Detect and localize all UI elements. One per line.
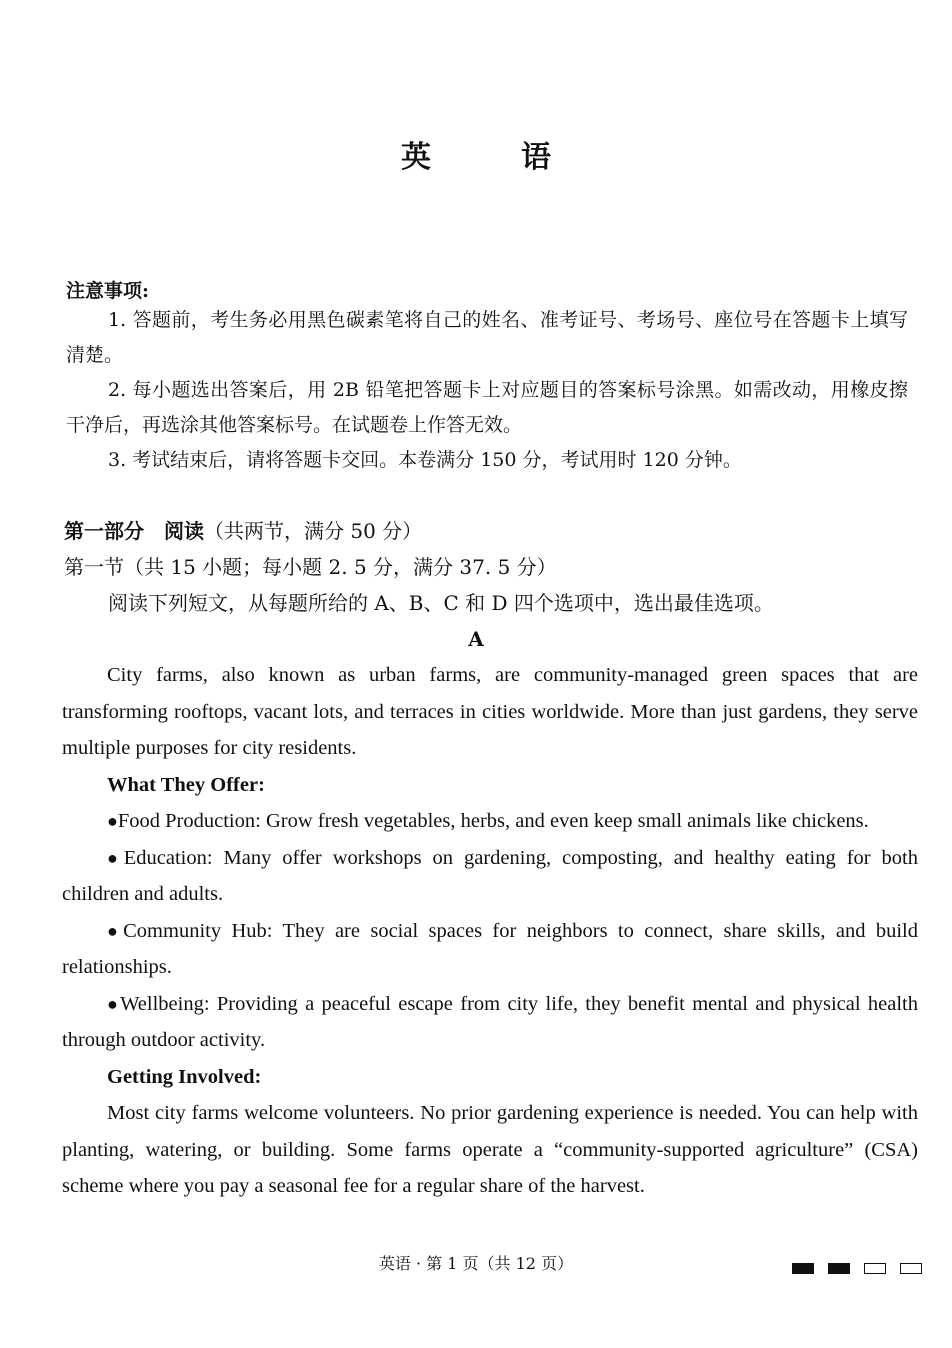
notice-list <box>66 303 908 478</box>
page-title: 英 语 <box>401 140 581 175</box>
offer-text: : Grow fresh vegetables, herbs, and even keep small animals like chickens. <box>255 810 869 832</box>
empty-mark-icon <box>900 1263 922 1274</box>
notice-item: 2. 每小题选出答案后，用 2B 铅笔把答题卡上对应题目的答案标号涂黑。如需改动，用橡皮擦干净后，再选涂其他答案标号。在试题卷上作答无效。 <box>66 379 908 436</box>
bullet-icon: ● <box>107 993 121 1014</box>
passage-body <box>62 657 918 1205</box>
section-heading: 第一节（共 15 小题；每小题 2. 5 分，满分 37. 5 分） <box>64 555 557 579</box>
notice-heading: 注意事项: <box>66 280 150 302</box>
filled-mark-icon <box>792 1263 814 1274</box>
offer-item <box>62 803 918 840</box>
filled-mark-icon <box>828 1263 850 1274</box>
bullet-icon: ● <box>107 811 118 831</box>
part-label: 第一部分 阅读 <box>64 519 204 543</box>
part-detail: （共两节，满分 50 分） <box>204 519 423 543</box>
bullet-icon: ● <box>107 920 124 941</box>
scan-marks <box>792 1261 922 1275</box>
offer-text: : They are social spaces for neighbors to connect, share skills, and build relationships. <box>62 919 919 978</box>
offer-term: Community Hub <box>123 919 267 942</box>
offer-term: Education <box>123 846 207 869</box>
notice-item: 3. 考试结束后，请将答题卡交回。本卷满分 150 分，考试用时 120 分钟。 <box>108 449 742 471</box>
involved-text: Most city farms welcome volunteers. No prior gardening experience is needed. You can help with planting, watering, or building. Some farms operate a “community-supported agriculture” (CSA) scheme where you pay a seasonal fee for a regular share of the harvest. <box>62 1102 918 1197</box>
part-heading <box>64 516 422 546</box>
offer-text: : Providing a peaceful escape from city life, they benefit mental and physical health through outdoor activity. <box>62 992 919 1051</box>
offer-text: : Many offer workshops on gardening, composting, and healthy eating for both children and adults. <box>62 846 919 905</box>
offer-item <box>62 986 918 1059</box>
involved-heading: Getting Involved: <box>107 1065 262 1088</box>
section-instruction: 阅读下列短文，从每题所给的 A、B、C 和 D 四个选项中，选出最佳选项。 <box>108 591 774 615</box>
bullet-icon: ● <box>107 847 124 868</box>
offer-item <box>62 913 918 986</box>
page-footer: 英语 · 第 1 页（共 12 页） <box>378 1254 574 1273</box>
empty-mark-icon <box>864 1263 886 1274</box>
offer-term: Food Production <box>117 810 256 832</box>
notice-item: 1. 答题前，考生务必用黑色碳素笔将自己的姓名、准考证号、考场号、座位号在答题卡上填写清楚。 <box>66 309 908 366</box>
offer-heading: What They Offer: <box>107 773 265 796</box>
passage-intro: City farms, also known as urban farms, are community-managed green spaces that are transforming rooftops, vacant lots, and terraces in cities worldwide. More than just gardens, they serve multiple purposes for city residents. <box>62 664 918 759</box>
offer-term: Wellbeing <box>120 992 204 1015</box>
passage-label: A <box>468 627 484 651</box>
offer-item <box>62 840 918 913</box>
